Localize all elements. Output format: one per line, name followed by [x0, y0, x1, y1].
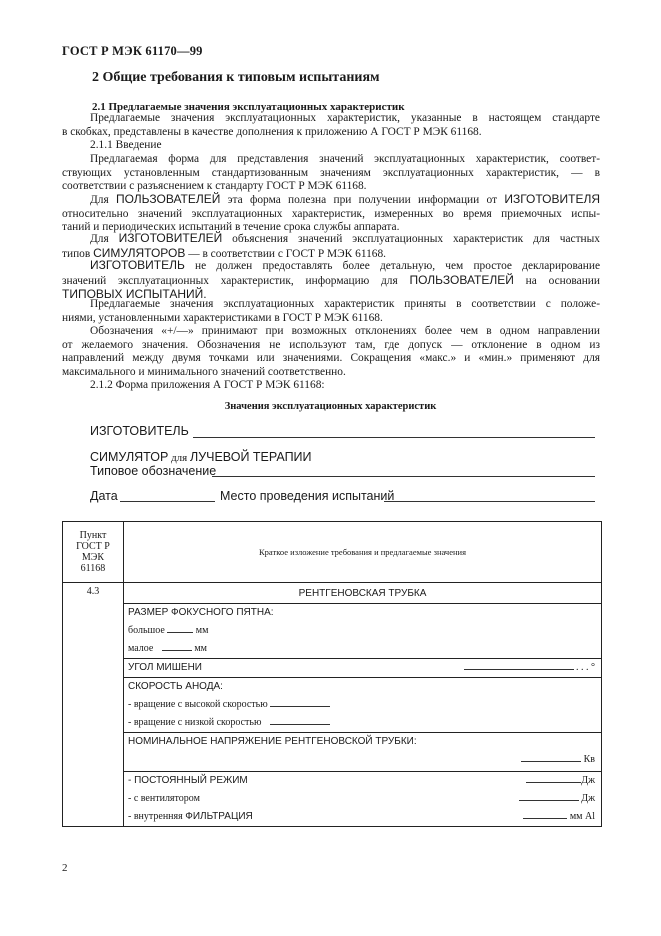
large-focal-spot-field[interactable]	[167, 622, 193, 633]
paragraph-intro	[62, 112, 600, 153]
low-speed-row: - вращение с низкой скоростью	[124, 714, 601, 732]
manufacturer-field[interactable]	[193, 437, 595, 438]
target-angle-row: УГОЛ МИШЕНИ . . . °	[124, 659, 601, 677]
text-line: направлений между двумя точками или значениями. Сокращения «макс.» и «мин.» применяют для	[62, 352, 600, 365]
table-row	[63, 604, 602, 659]
page-number: 2	[62, 862, 68, 874]
with-fan-field[interactable]	[519, 790, 579, 801]
constant-mode-field[interactable]	[526, 772, 581, 783]
anode-speed-label: СКОРОСТЬ АНОДА:	[128, 681, 223, 692]
text-line: Предлагаемые значения эксплуатационных характеристик, указанные в настоящем стандарте	[90, 112, 600, 124]
large-focal-spot-row: большое мм	[124, 622, 601, 640]
test-location-field[interactable]	[384, 501, 595, 502]
clause-column-header: Пункт ГОСТ Р МЭК 61168	[63, 522, 124, 583]
target-angle-field[interactable]	[464, 659, 574, 670]
low-speed-field[interactable]	[270, 714, 330, 725]
paragraph-proposed-values	[62, 298, 600, 325]
small-focal-spot-field[interactable]	[162, 640, 192, 651]
paragraph-manufacturers	[62, 232, 600, 261]
text-line: Обозначения «+/—» принимают при возможных отклонениях более чем в одном направлении	[90, 325, 600, 337]
type-designation-field[interactable]	[212, 476, 595, 477]
paragraph-notation	[62, 325, 600, 393]
table-header-row	[63, 522, 602, 583]
table-row	[63, 583, 602, 604]
table-row	[63, 733, 602, 772]
tube-section-title: РЕНТГЕНОВСКАЯ ТРУБКА	[124, 583, 602, 604]
high-speed-row: - вращение с высокой скоростью	[124, 696, 601, 714]
filtration-field[interactable]	[523, 808, 567, 819]
clause-number: 4.3	[63, 583, 124, 827]
text-line: максимального и минимального значений соответственно.	[62, 365, 346, 378]
nominal-voltage-label: НОМИНАЛЬНОЕ НАПРЯЖЕНИЕ РЕНТГЕНОВСКОЙ ТРУБКИ:	[128, 736, 417, 747]
constant-mode-row: - ПОСТОЯННЫЙ РЕЖИМ Дж	[124, 772, 601, 790]
nominal-voltage-field[interactable]	[521, 751, 581, 762]
table-row	[63, 678, 602, 733]
text-line: от желаемого значения. Обозначения не используют там, где допуск — отклонение в одном из	[62, 338, 600, 351]
focal-spot-label: РАЗМЕР ФОКУСНОГО ПЯТНА:	[128, 607, 274, 618]
table-row	[63, 772, 602, 827]
text-line: относительно значений эксплуатационных характеристик, измеренных во время приемочных испы-	[62, 207, 600, 220]
text-line: ТИПОВЫХ ИСПЫТАНИЙ.	[62, 287, 207, 302]
manufacturer-label: ИЗГОТОВИТЕЛЬ	[90, 424, 189, 438]
text-line: таний и периодических испытаний в течение срока службы аппарата.	[62, 221, 400, 234]
text-line: Предлагаемая форма для представления значений эксплуатационных характеристик, соответ-	[90, 153, 600, 165]
nominal-voltage-row: Кв	[124, 751, 601, 771]
paragraph-disclosure	[62, 259, 600, 302]
simulator-label: СИМУЛЯТОР для ЛУЧЕВОЙ ТЕРАПИИ	[90, 450, 312, 464]
text-line: ниями, установленными характеристиками в ГОСТ Р МЭК 61168.	[62, 311, 383, 324]
table-row	[63, 659, 602, 678]
subsubsection-title: 2.1.2 Форма приложения А ГОСТ Р МЭК 61168:	[90, 379, 325, 392]
text-line: типов СИМУЛЯТОРОВ — в соответствии с ГОСТ Р МЭК 61168.	[62, 245, 387, 260]
text-line: Предлагаемые значения эксплуатационных характеристик приняты в соответствии с положе-	[90, 298, 600, 310]
date-field[interactable]	[120, 501, 215, 502]
text-line: в скобках, представлены в качестве дополнения к приложению А ГОСТ Р МЭК 61168.	[62, 125, 482, 138]
section-title: 2 Общие требования к типовым испытаниям	[92, 70, 380, 85]
text-line: Для ИЗГОТОВИТЕЛЕЙ объяснения значений эксплуатационных характеристик для частных	[90, 231, 600, 245]
text-line: Для ПОЛЬЗОВАТЕЛЕЙ эта форма полезна при получении информации от ИЗГОТОВИТЕЛЯ	[90, 192, 600, 206]
small-focal-spot-row: малое мм	[124, 640, 601, 658]
performance-table	[62, 521, 602, 827]
text-line: значений эксплуатационных характеристик, информацию для ПОЛЬЗОВАТЕЛЕЙ на основании	[62, 272, 600, 287]
text-line: соответствии с разъяснением к стандарту ГОСТ Р МЭК 61168.	[62, 180, 367, 193]
type-designation-label: Типовое обозначение	[90, 464, 217, 478]
summary-column-header: Краткое изложение требования и предлагаемые значения	[124, 522, 602, 583]
paragraph-users	[62, 193, 600, 235]
text-line: ИЗГОТОВИТЕЛЬ не должен предоставлять более детальную, чем простое декларирование	[90, 258, 600, 272]
with-fan-row: - с вентилятором Дж	[124, 790, 601, 808]
form-title: Значения эксплуатационных характеристик	[224, 401, 437, 412]
subsection-title: 2.1 Предлагаемые значения эксплуатационных характеристик	[92, 101, 405, 113]
text-line: ствующих установленным стандартизованным значениям эксплуатационных характеристик, — в	[62, 166, 600, 179]
filtration-row: - внутренняя ФИЛЬТРАЦИЯ мм Al	[124, 808, 601, 826]
paragraph-form-purpose	[62, 153, 600, 194]
high-speed-field[interactable]	[270, 696, 330, 707]
test-location-label: Место проведения испытаний	[220, 489, 395, 503]
document-header: ГОСТ Р МЭК 61170—99	[62, 44, 203, 58]
date-label: Дата	[90, 489, 118, 503]
subsubsection-title: 2.1.1 Введение	[90, 139, 162, 152]
